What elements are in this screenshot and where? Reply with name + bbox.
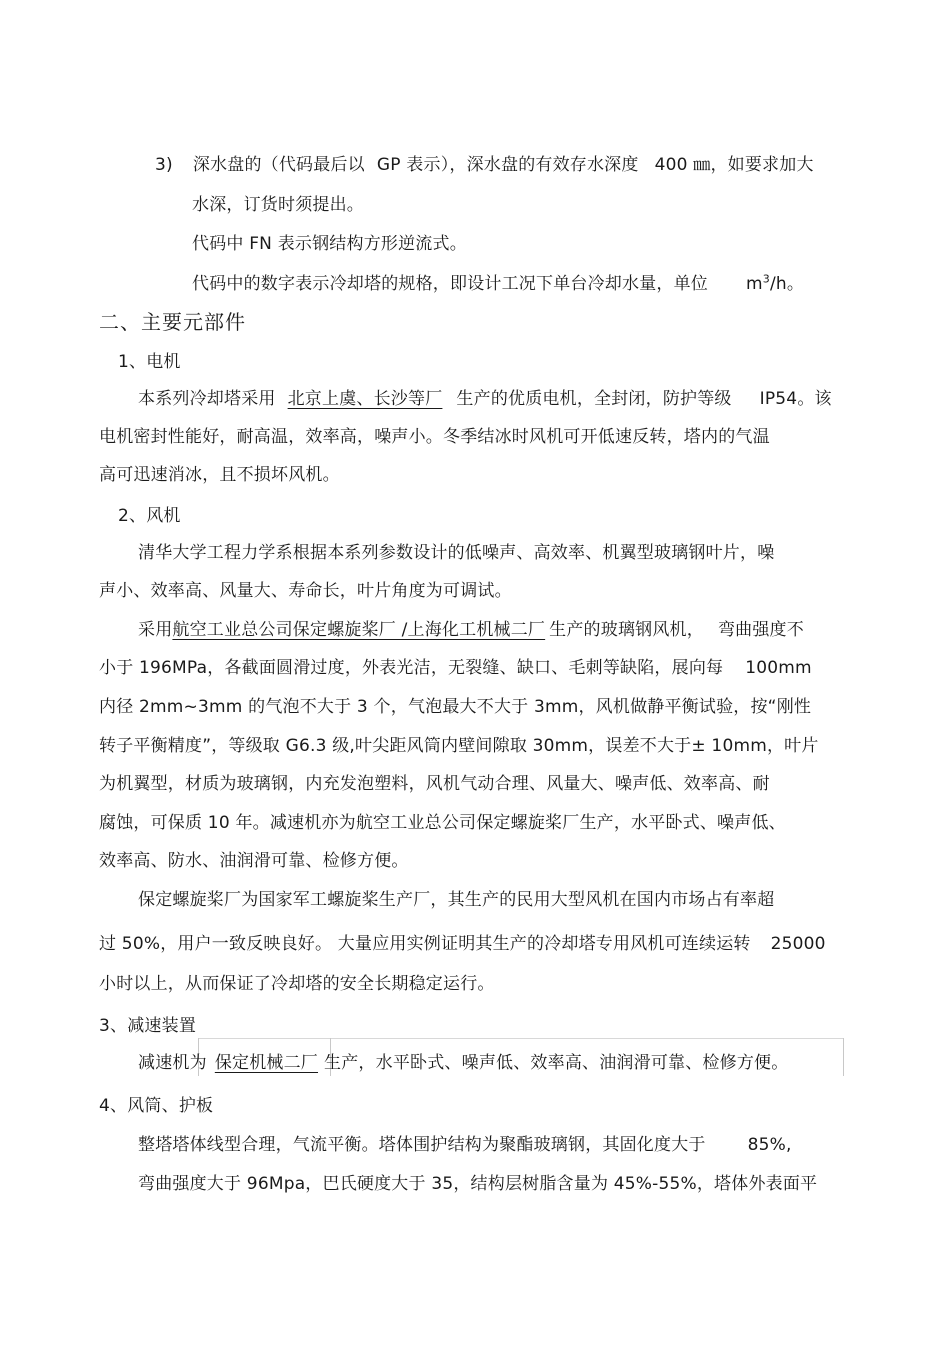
section-heading: 二、主要元部件 [99, 310, 246, 334]
text-segment: 过 50%，用户一致反映良好。 大量应用实例证明其生产的冷却塔专用风机可连续运转 [99, 934, 751, 954]
text-line: 水深，订货时须提出。 [192, 195, 364, 215]
text-line [138, 618, 804, 642]
text-segment: GP 表示），深水盘的有效存水深度 [376, 155, 639, 175]
text-segment: 采用 [138, 620, 173, 640]
text-segment: 生产的优质电机，全封闭，防护等级 [456, 389, 732, 409]
text-line: 声小、效率高、风量大、寿命长，叶片角度为可调试。 [99, 581, 512, 601]
superscript: 3 [762, 272, 770, 286]
text-segment: 生产的玻璃钢风机， [549, 620, 704, 640]
text-line: 代码中 FN 表示钢结构方形逆流式。 [192, 234, 467, 254]
subsection-heading: 3、减速装置 [99, 1016, 197, 1036]
subsection-heading: 2、风机 [118, 506, 181, 526]
text-line: 小时以上，从而保证了冷却塔的安全长期稳定运行。 [99, 974, 495, 994]
text-segment: 85%, [747, 1135, 792, 1155]
text-segment: 弯曲强度不 [717, 620, 804, 640]
text-segment: 本系列冷却塔采用 [138, 389, 276, 409]
text-line: 为机翼型，材质为玻璃钢，内充发泡塑料，风机气动合理、风量大、噪声低、效率高、耐 [99, 774, 770, 794]
text-line: 腐蚀，可保质 10 年。减速机亦为航空工业总公司保定螺旋桨厂生产，水平卧式、噪声低、 [99, 813, 786, 833]
text-line [138, 1133, 792, 1157]
underlined-supplier: 航空工业总公司保定螺旋桨厂 /上海化工机械二厂 [172, 620, 546, 640]
text-line: 转子平衡精度”，等级取 G6.3 级,叶尖距风筒内壁间隙取 30mm，误差不大于± 10mm，叶片 [99, 736, 819, 756]
text-segment: 100mm [745, 658, 812, 678]
underlined-supplier: 北京上虞、长沙等厂 [287, 389, 443, 409]
text-segment: 代码中的数字表示冷却塔的规格，即设计工况下单台冷却水量，单位 [192, 274, 708, 294]
text-line [192, 272, 804, 296]
text-segment: 小于 196MPa，各截面圆滑过度，外表光洁，无裂缝、缺口、毛刺等缺陷，展向每 [99, 658, 724, 678]
text-segment: IP54。该 [759, 389, 832, 409]
text-segment: 生产，水平卧式、噪声低、效率高、油润滑可靠、检修方便。 [324, 1053, 789, 1073]
text-segment: 整塔塔体线型合理，气流平衡。塔体围护结构为聚酯玻璃钢，其固化度大于 [138, 1135, 706, 1155]
list-number: 3) [155, 155, 173, 175]
text-line [138, 387, 832, 411]
text-line: 高可迅速消冰，且不损坏风机。 [99, 465, 340, 485]
text-line: 保定螺旋桨厂为国家军工螺旋桨生产厂，其生产的民用大型风机在国内市场占有率超 [138, 890, 775, 910]
frame-divider [198, 1038, 844, 1039]
text-line: 电机密封性能好，耐高温，效率高，噪声小。冬季结冰时风机可开低速反转，塔内的气温 [99, 427, 770, 447]
text-segment: 深水盘的（代码最后以 [192, 155, 365, 175]
text-line: 弯曲强度大于 96Mpa，巴氏硬度大于 35，结构层树脂含量为 45%-55%，塔体外表面平 [138, 1174, 818, 1194]
text-line [99, 656, 812, 680]
unit-text: /h。 [769, 274, 805, 294]
text-line: 清华大学工程力学系根据本系列参数设计的低噪声、高效率、机翼型玻璃钢叶片，噪 [138, 543, 775, 563]
text-line: 效率高、防水、油润滑可靠、检修方便。 [99, 851, 409, 871]
underlined-supplier: 保定机械二厂 [214, 1053, 319, 1073]
subsection-heading: 1、电机 [118, 352, 181, 372]
text-segment: 400 ㎜，如要求加大 [654, 155, 814, 175]
text-line [138, 1051, 788, 1075]
subsection-heading: 4、风筒、护板 [99, 1096, 214, 1116]
text-line [99, 932, 826, 956]
text-segment: 25000 [770, 934, 826, 954]
text-segment: 减速机为 [138, 1053, 207, 1073]
unit-text: m [746, 274, 763, 294]
frame-divider [843, 1038, 844, 1076]
text-line: 内径 2mm~3mm 的气泡不大于 3 个，气泡最大不大于 3mm，风机做静平衡试验，按“刚性 [99, 697, 812, 717]
list-item-3 [155, 153, 814, 177]
